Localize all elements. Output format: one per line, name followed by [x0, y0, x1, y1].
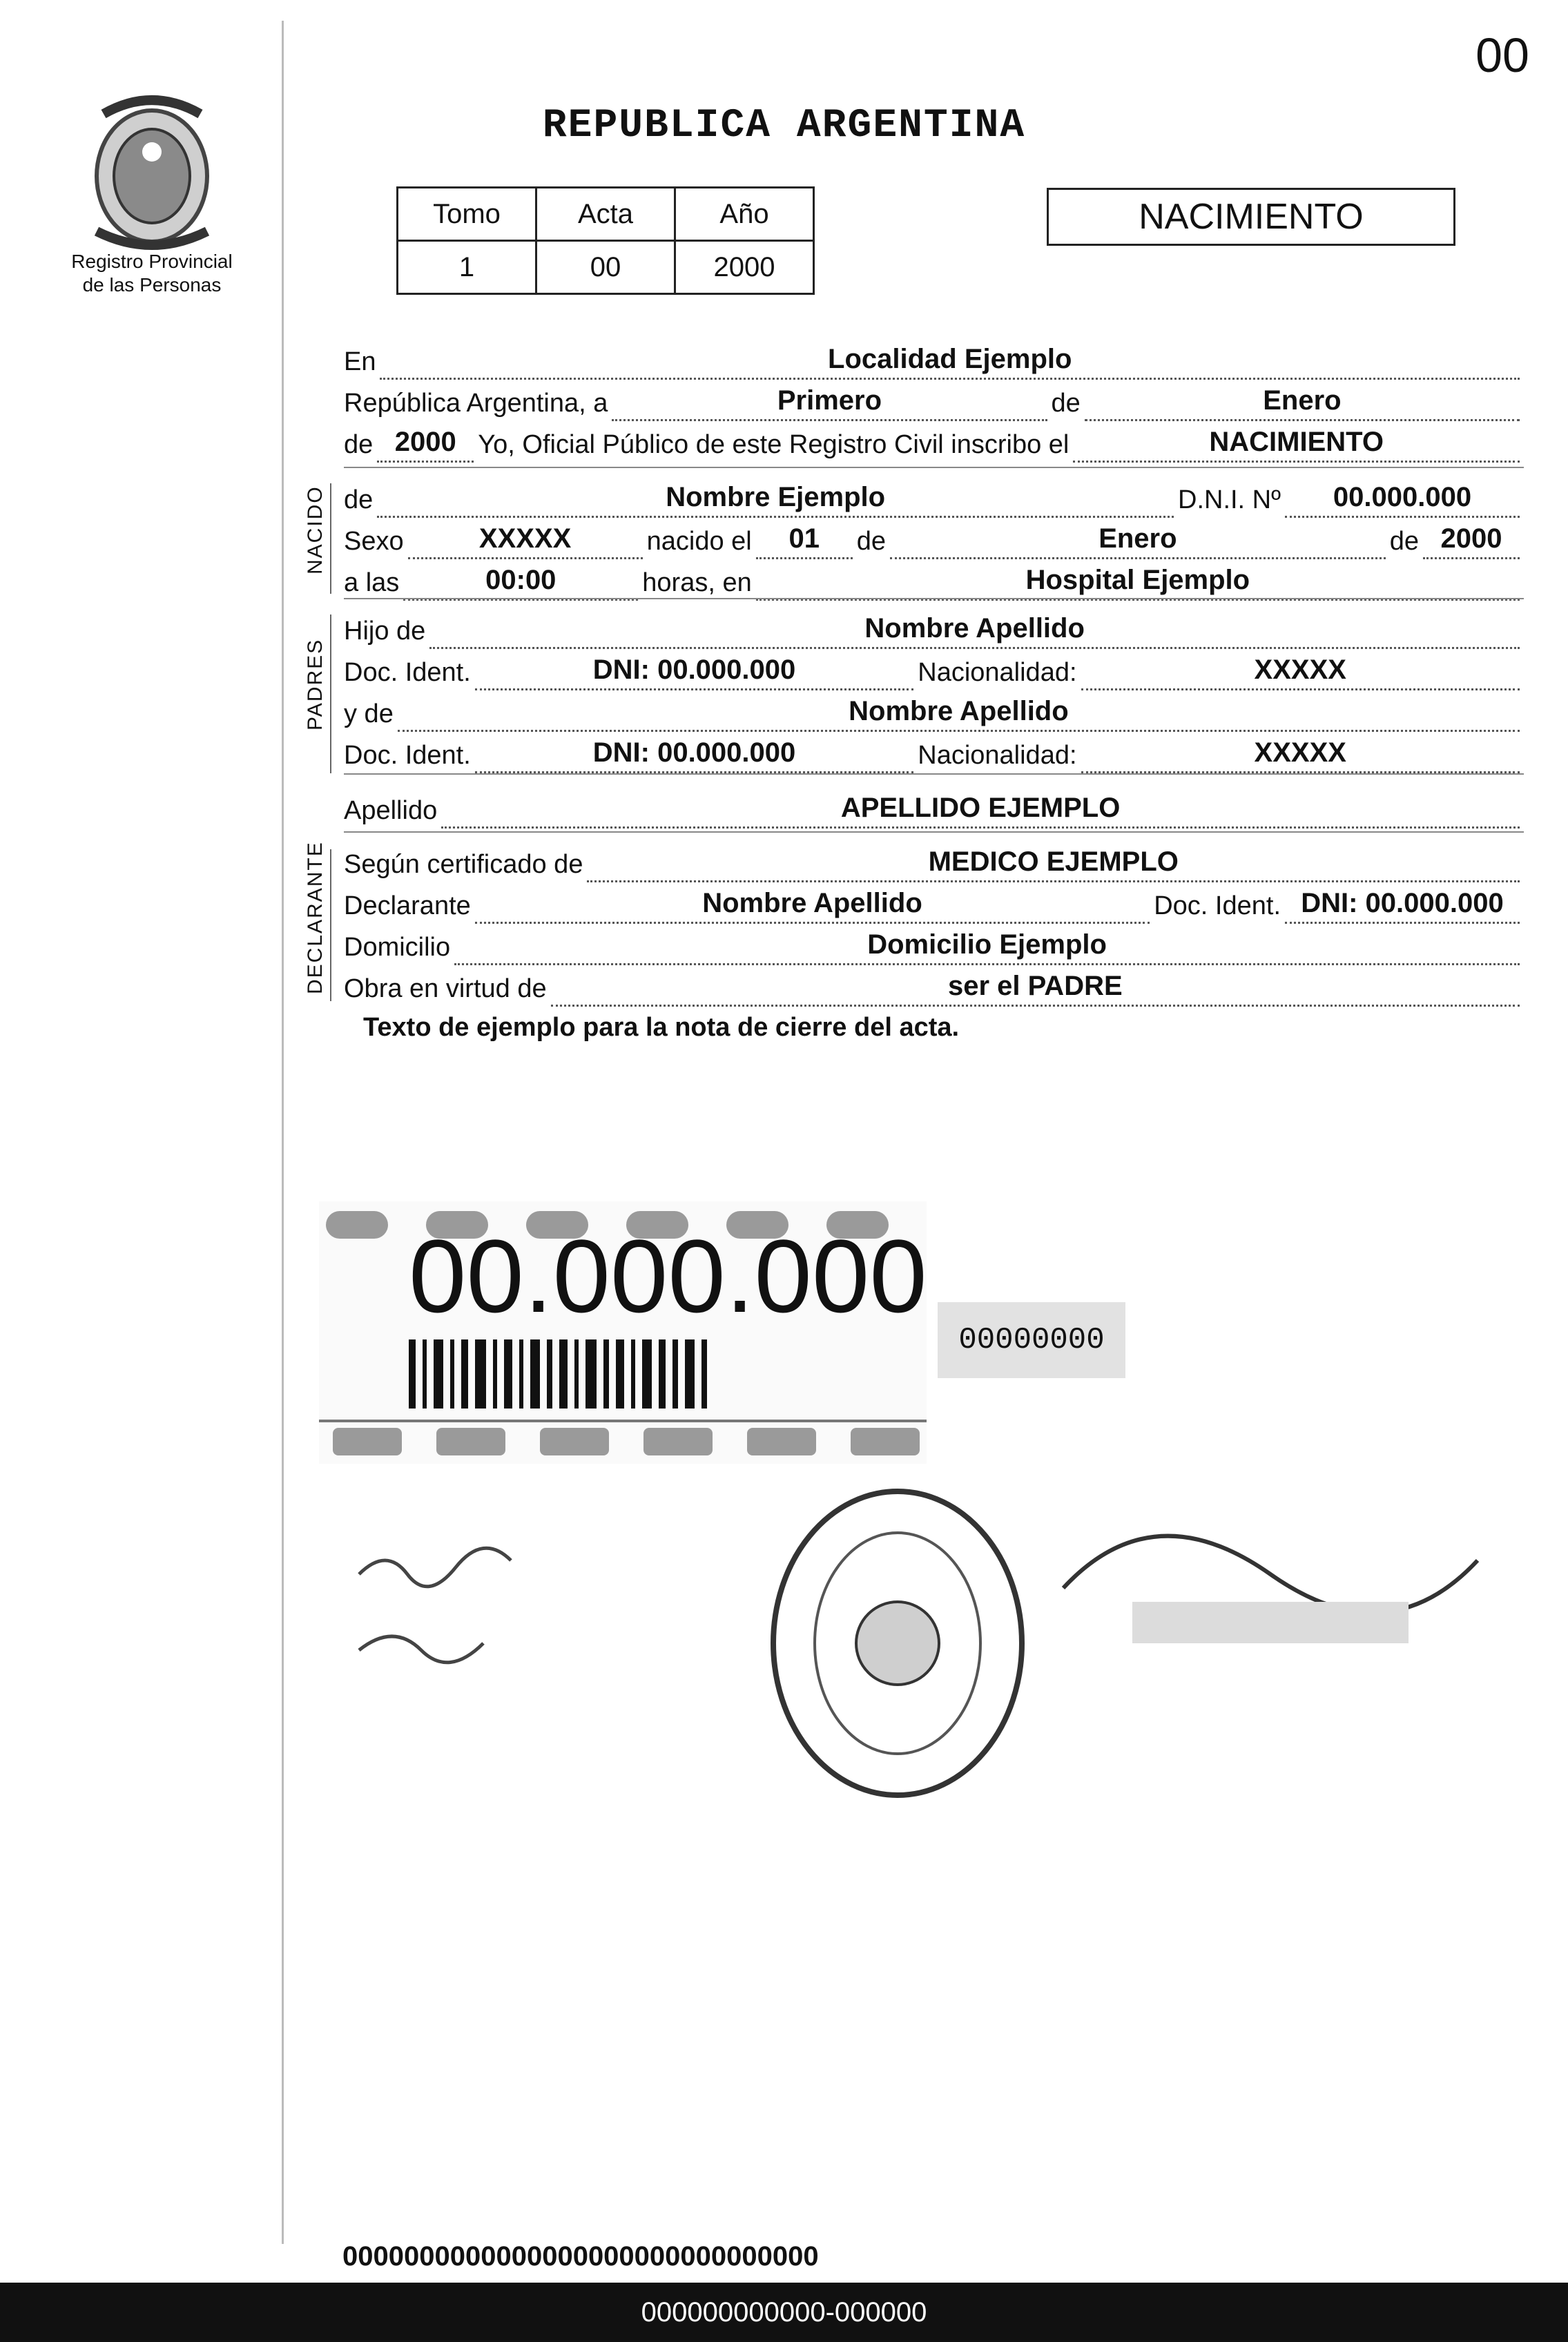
- document-title: REPUBLICA ARGENTINA: [542, 104, 1026, 148]
- registry-table: [396, 186, 815, 295]
- label-nacido-el: nacido el: [646, 527, 752, 556]
- label-en: En: [344, 347, 376, 376]
- footer-code-bar: [0, 2283, 1568, 2342]
- header-acta: Acta: [536, 188, 675, 241]
- row-nombre: [344, 476, 1524, 518]
- row-apellido: [344, 787, 1524, 829]
- label-dni: D.N.I. Nº: [1178, 485, 1281, 514]
- label-y-de: y de: [344, 699, 394, 728]
- row-madre: [344, 690, 1524, 732]
- header-tomo: Tomo: [398, 188, 536, 241]
- label-apellido: Apellido: [344, 796, 438, 825]
- label-yo: Yo, Oficial Público de este Registro Civil inscribo el: [478, 430, 1069, 459]
- signature-placeholder-right: [1049, 1450, 1491, 1685]
- field-domicilio: Domicilio Ejemplo: [454, 929, 1520, 965]
- row-certificado: [344, 841, 1524, 882]
- emblem-caption: [41, 250, 262, 297]
- field-declarante-doc: DNI: 00.000.000: [1285, 888, 1520, 924]
- official-seal: [759, 1484, 1036, 1802]
- row-obra: [344, 965, 1524, 1007]
- header-anio: Año: [675, 188, 814, 241]
- field-lugar-nac: Hospital Ejemplo: [756, 565, 1520, 601]
- row-declarante: [344, 882, 1524, 924]
- field-dia: 01: [756, 523, 853, 559]
- footer-code: 000000000000-000000: [641, 2296, 927, 2328]
- row-lugar: [344, 338, 1524, 380]
- label-de-nombre: de: [344, 485, 374, 514]
- side-label-padres: PADRES: [304, 638, 327, 730]
- label-a-las: a las: [344, 568, 400, 597]
- side-label-nacido: NACIDO: [304, 485, 327, 574]
- row-fecha: [344, 380, 1524, 421]
- row-sexo: [344, 518, 1524, 559]
- field-padre-doc: DNI: 00.000.000: [475, 655, 913, 690]
- field-nombre: Nombre Ejemplo: [377, 482, 1174, 518]
- margin-line: [282, 21, 284, 2244]
- record-type-box: NACIMIENTO: [1047, 188, 1455, 246]
- label-de-mes: de: [856, 527, 887, 556]
- label-obra: Obra en virtud de: [344, 974, 547, 1003]
- sticker-number: 00.000.000: [409, 1218, 927, 1334]
- id-sticker: [319, 1201, 927, 1464]
- field-padre: Nombre Apellido: [429, 613, 1520, 649]
- document-hash: 0000000000000000000000000000000: [342, 2241, 819, 2272]
- value-acta: 00: [536, 241, 675, 294]
- emblem-caption-line2: de las Personas: [82, 274, 222, 296]
- field-sexo: XXXXX: [408, 523, 643, 559]
- side-label-declarante: DECLARANTE: [304, 841, 327, 994]
- label-de: de: [1051, 389, 1081, 418]
- field-madre: Nombre Apellido: [398, 696, 1520, 732]
- field-apellido: APELLIDO EJEMPLO: [441, 793, 1520, 829]
- row-inscripcion: [344, 421, 1524, 463]
- row-padre-doc: [344, 649, 1524, 690]
- label-republica: República Argentina, a: [344, 389, 608, 418]
- field-declarante: Nombre Apellido: [475, 888, 1150, 924]
- label-sexo: Sexo: [344, 527, 404, 556]
- row-padre: [344, 608, 1524, 649]
- label-doc-ident: Doc. Ident.: [1154, 891, 1281, 920]
- field-madre-nac: XXXXX: [1081, 737, 1520, 773]
- row-madre-doc: [344, 732, 1524, 773]
- side-bar-declarante: [330, 849, 331, 1001]
- field-madre-doc: DNI: 00.000.000: [475, 737, 913, 773]
- row-hora: [344, 559, 1524, 601]
- separator: [344, 467, 1524, 468]
- control-number: 00000000: [938, 1302, 1125, 1378]
- sticker-graphic: [319, 1201, 927, 1464]
- closing-note: Texto de ejemplo para la nota de cierre del acta.: [363, 1013, 960, 1042]
- value-tomo: 1: [398, 241, 536, 294]
- field-dni: 00.000.000: [1285, 482, 1520, 518]
- row-domicilio: [344, 924, 1524, 965]
- separator: [344, 831, 1524, 833]
- page-number: 00: [1475, 28, 1529, 82]
- side-bar-nacido: [330, 483, 331, 594]
- field-mes: Enero: [1085, 385, 1520, 421]
- value-anio: 2000: [675, 241, 814, 294]
- label-de-anio: de: [344, 430, 374, 459]
- emblem-caption-line1: Registro Provincial: [71, 251, 233, 272]
- field-dia-texto: Primero: [612, 385, 1047, 421]
- label-declarante: Declarante: [344, 891, 471, 920]
- label-hijo-de: Hijo de: [344, 617, 426, 646]
- side-bar-padres: [330, 614, 331, 773]
- field-lugar: Localidad Ejemplo: [380, 344, 1520, 380]
- field-acto: NACIMIENTO: [1073, 427, 1520, 463]
- field-anio-nac: 2000: [1423, 523, 1520, 559]
- separator: [344, 598, 1524, 599]
- field-padre-nac: XXXXX: [1081, 655, 1520, 690]
- field-obra: ser el PADRE: [551, 971, 1520, 1007]
- field-certificado: MEDICO EJEMPLO: [587, 846, 1520, 882]
- label-de-anio-nac: de: [1389, 527, 1419, 556]
- field-hora: 00:00: [403, 565, 638, 601]
- label-nacionalidad: Nacionalidad:: [918, 658, 1077, 687]
- label-doc-ident: Doc. Ident.: [344, 658, 471, 687]
- field-anio: 2000: [377, 427, 474, 463]
- separator: [344, 773, 1524, 775]
- field-mes-nac: Enero: [890, 523, 1386, 559]
- label-doc-ident: Doc. Ident.: [344, 741, 471, 770]
- label-nacionalidad: Nacionalidad:: [918, 741, 1077, 770]
- label-horas-en: horas, en: [642, 568, 752, 597]
- label-certificado: Según certificado de: [344, 850, 583, 879]
- signature-placeholder-left: [345, 1519, 525, 1685]
- label-domicilio: Domicilio: [344, 933, 451, 962]
